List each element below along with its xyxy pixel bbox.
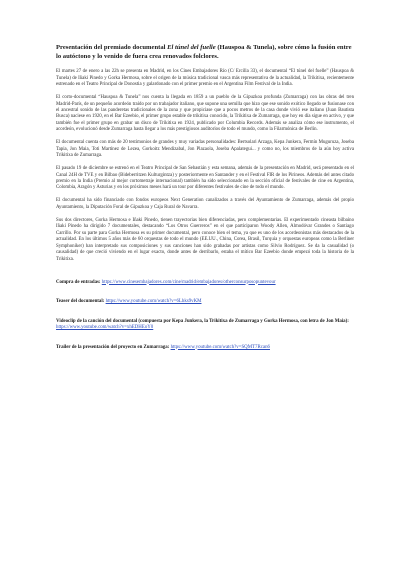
title-film-name: El túnel del fuelle xyxy=(167,44,216,51)
tickets-link[interactable]: https://www.cinesembajadores.com/cine/madrid/embajadores/otherconsurposopuntevour xyxy=(101,279,276,285)
section-divider xyxy=(56,270,354,280)
tickets-line xyxy=(56,280,354,287)
tickets-label: Compra de entradas: xyxy=(56,279,102,285)
paragraph-premiere: El pasado 19 de diciembre se estrenó en el Teatro Principal de San Sebastián y esta semana, además de la presentación en Madrid, será presentado en el Canal 24H de TVE y en Bilbao (Bideberritzen Kulturgintza) y posteriormente en Santander y en el Festival FIR de los Pirineos. Además del antes citado premio en la India (Premio al mejor cortometraje internacional) también ha sido seleccionado en la sección oficial de festivales de cine en Argentina, Colombia, Aragón y Asturias y en los próximos meses hará un tour por diferentes festivales de cine de todo el mundo. xyxy=(56,166,354,191)
paragraph-synopsis: El corto-documental “Hauspoa & Tunela” nos cuenta la llegada en 1859 a un pueblo de la Gipuzkoa profunda (Zumarraga) con las obras del tren Madrid-París, de un pequeño acordeón traído por un trabajador italiano, que supone una semilla que hizo que ese sonido exótico llegado se fusionase con el ancestral sonido de las panderetas tradicionales de la zona y que propiciase que a pocos metros de la casa donde vivió ese italiano (Juan Bautista Busca) naciese en 1920, en el Bar Ezeebio, el primer grupo estable de trikitixa conocido, la Trikitixa de Zumarraga, que hoy en día sigue en activo, y que también fue el primer grupo en grabar un disco de Trikitixa en 1924, publicado por Columbia Records. Además se analiza cómo ese instrumento, el acordeón, evolucionó desde Zumarraga hasta llegar a los más prestigiosos auditorios de todo el mundo, como la Filarmónica de Berlín. xyxy=(56,95,354,133)
document-title xyxy=(56,44,354,61)
trailer-label: Trailer de la presentación del proyecto en Zumarraga: xyxy=(56,344,171,350)
videoclip-link[interactable]: https://www.youtube.com/watch?v=xhEDHEoY0 xyxy=(56,325,154,331)
title-part-2: (Hauspoa & Tunela), sobre cómo la fusión entre lo autóctono y lo venido de fuera crea renovados folclores. xyxy=(56,44,352,60)
teaser-line xyxy=(56,299,354,306)
paragraph-intro: El martes 27 de enero a las 22h se presenta en Madrid, en los Cines Embajadores Río (C/ Ercilla 33), el documental “El túnel del fuelle” (Hauspoa & Tunela) de Iñaki Pinedo y Gorka Hermosa, sobre el origen de la música tradicional vasca más representativa de la actualidad, la Trikitixa, recientemente estrenado en el Teatro Principal de Donostia y galardonado con el primer premio en el Argentina Film Festival de la India. xyxy=(56,69,354,88)
paragraph-funding: El documental ha sido financiado con fondos europeos Next Generation canalizados a través del Ayuntamiento de Zumarraga, además del propio Ayuntamiento, la Diputación Foral de Gipuzkoa y Caja Rural de Navarra. xyxy=(56,198,354,210)
videoclip-label: Videoclip de la canción del documental (compuesta por Kepa Junkera, la Trikitixa de Zumarraga y Gorka Hermosa, con letra de Jon Maia): xyxy=(56,318,349,324)
teaser-label: Teaser del documental: xyxy=(56,299,106,305)
paragraph-directors: Sus dos directores, Gorka Hermosa e Iñaki Pinedo, tienen trayectorias bien diferenciadas, pero complementarias. El experimentado cineasta bilbaíno Iñaki Pinedo ha dirigido 7 documentales, destacando “Los Otros Guerreros” en el que participaron Woody Allen, Almodóvar Grandes o Santiago Carrillo. Por su parte para Gorka Hermosa es su primer documental, pero conoce bien el tema, ya que es uno de los acordeonistas más destacados de la actualidad. En los últimos 5 años más de 60 orquestas de todo el mundo (EE.UU., China, Corea, Brasil, Turquía y orquestas europeas como la Berliner Symphoniker) han interpretado sus composiciones y sus canciones han sido grabadas por artistas como Silvio Rodríguez. Se da la casualidad (o causalidad) de que creció viviendo en el lugar exacto, donde antes de derribarlo, estaba el mítico Bar Ezeebio donde empezó toda la historia de la Trikitixa. xyxy=(56,217,354,262)
title-part-1: Presentación del premiado documental xyxy=(56,44,168,51)
videoclip-line xyxy=(56,319,354,332)
trailer-line xyxy=(56,345,354,352)
paragraph-testimonies: El documental cuenta con más de 20 testimonios de grandes y muy variadas personalidades: Bertsolari Arzaga, Kepa Junkera, Fermín Muguruza, Joseba Tapia, Jon Maia, Toti Martínez de Lezea, Gorkoitz Mendizabal, Jon Plazaola, Joseba Apalategui... y como no, los miembros de la aún hoy activa Trikitixa de Zumarraga. xyxy=(56,140,354,159)
trailer-link[interactable]: https://www.youtube.com/watch?v=SQMT7Rcan6 xyxy=(170,344,270,350)
teaser-link[interactable]: https://www.youtube.com/watch?v=6Lhks9vKM xyxy=(105,299,202,305)
